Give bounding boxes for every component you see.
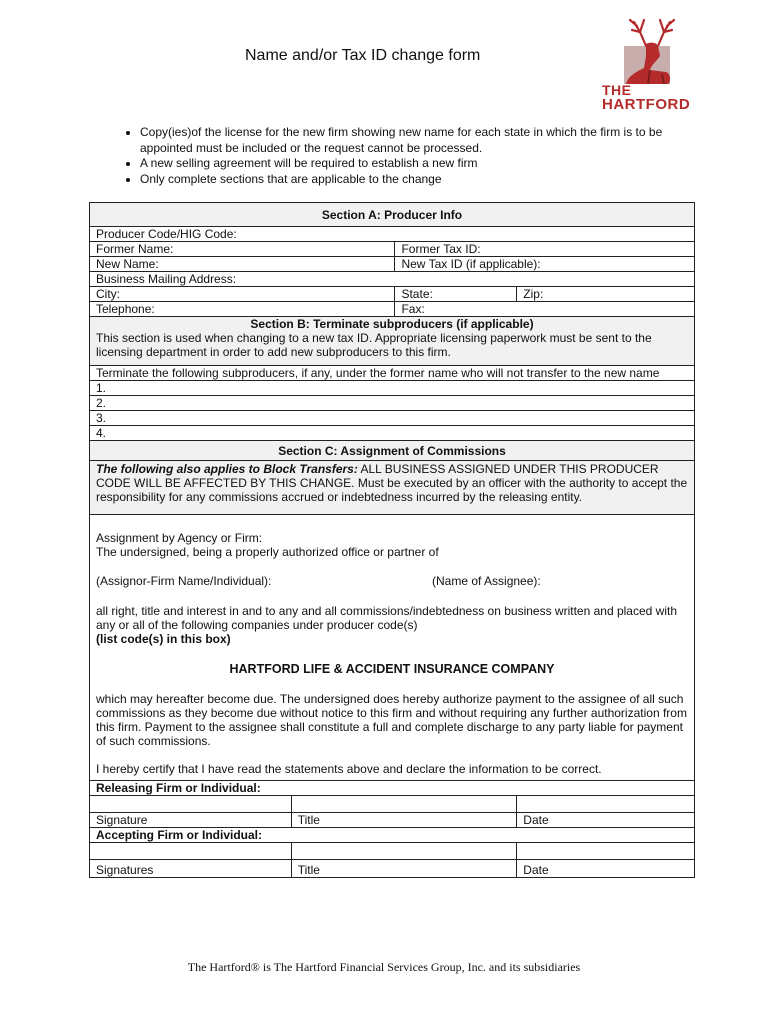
block-transfer-notice	[90, 461, 695, 515]
producer-code-field[interactable]: Producer Code/HIG Code:	[90, 227, 695, 242]
accepting-title-input[interactable]	[291, 843, 517, 860]
undersigned-text: The undersigned, being a properly authorized office or partner of	[96, 545, 439, 559]
list-item: • Copy(ies)of the license for the new firm showing new name for each state in which the firm is to be appointed must be included or the request cannot be processed.	[140, 125, 685, 156]
former-tax-id-field[interactable]: Former Tax ID:	[395, 242, 695, 257]
instruction-list	[112, 125, 685, 187]
releasing-signature-input[interactable]	[90, 796, 292, 813]
fax-field[interactable]: Fax:	[395, 302, 695, 317]
accepting-title-label: Title	[291, 860, 517, 878]
new-tax-id-field[interactable]: New Tax ID (if applicable):	[395, 257, 695, 272]
former-name-field[interactable]: Former Name:	[90, 242, 395, 257]
rights-text: all right, title and interest in and to any and all commissions/indebtedness on business written and placed with any or all of the following companies under producer code(s)	[96, 604, 677, 632]
releasing-title-input[interactable]	[291, 796, 517, 813]
releasing-heading: Releasing Firm or Individual:	[90, 781, 695, 796]
footer-text: The Hartford® is The Hartford Financial Services Group, Inc. and its subsidiaries	[187, 960, 581, 974]
section-b-block	[90, 317, 695, 366]
subproducer-line-3[interactable]: 3.	[90, 411, 695, 426]
subproducer-line-2[interactable]: 2.	[90, 396, 695, 411]
accepting-heading: Accepting Firm or Individual:	[90, 828, 695, 843]
list-item: • A new selling agreement will be required to establish a new firm	[140, 156, 685, 172]
assignee-field[interactable]: (Name of Assignee):	[432, 574, 541, 588]
block-transfer-text: ALL BUSINESS ASSIGNED UNDER THIS PRODUCER CODE WILL BE AFFECTED BY THIS CHANGE. Must be executed by an officer with the authority to accept the responsibility for any commissions accrued or indebtedness incurred by the releasing entity.	[96, 462, 688, 504]
accepting-date-label: Date	[517, 860, 695, 878]
logo-name: HARTFORD	[602, 96, 691, 113]
releasing-title-label: Title	[291, 813, 517, 828]
page-title: Name and/or Tax ID change form	[245, 47, 481, 64]
block-transfer-lead: The following also applies to Block Transfers:	[96, 462, 358, 476]
accepting-signature-label: Signatures	[90, 860, 292, 878]
terminate-instruction: Terminate the following subproducers, if any, under the former name who will not transfer to the new name	[90, 366, 695, 381]
zip-field[interactable]: Zip:	[517, 287, 695, 302]
telephone-field[interactable]: Telephone:	[90, 302, 395, 317]
state-field[interactable]: State:	[395, 287, 517, 302]
section-b-description: This section is used when changing to a new tax ID. Appropriate licensing paperwork must be sent to the licensing department in order to add new subproducers to this firm.	[96, 331, 652, 359]
list-codes-label[interactable]: (list code(s) in this box)	[96, 632, 231, 646]
list-item: • Only complete sections that are applicable to the change	[140, 172, 685, 188]
assignment-label: Assignment by Agency or Firm:	[96, 531, 263, 545]
section-c-heading: Section C: Assignment of Commissions	[90, 441, 695, 461]
mailing-address-field[interactable]: Business Mailing Address:	[90, 272, 695, 287]
section-b-heading: Section B: Terminate subproducers (if applicable)	[250, 317, 534, 331]
city-field[interactable]: City:	[90, 287, 395, 302]
certify-text: I hereby certify that I have read the statements above and declare the information to be correct.	[96, 762, 602, 776]
releasing-signature-label: Signature	[90, 813, 292, 828]
assignor-line	[96, 574, 688, 588]
subproducer-line-1[interactable]: 1.	[90, 381, 695, 396]
accepting-signature-input[interactable]	[90, 843, 292, 860]
subproducer-line-4[interactable]: 4.	[90, 426, 695, 441]
new-name-field[interactable]: New Name:	[90, 257, 395, 272]
section-a-heading: Section A: Producer Info	[90, 203, 695, 227]
authorize-text: which may hereafter become due. The undersigned does hereby authorize payment to the assignee of all such commissions as they become due without notice to this firm and without requiring any further authorization from this firm. Payment to the assignee shall constitute a full and complete discharge to any party liable for payment of such commissions.	[96, 692, 687, 748]
change-form-table	[89, 202, 695, 878]
logo-the: THE	[602, 82, 632, 98]
company-name: HARTFORD LIFE & ACCIDENT INSURANCE COMPANY	[229, 662, 555, 676]
releasing-date-input[interactable]	[517, 796, 695, 813]
releasing-date-label: Date	[517, 813, 695, 828]
accepting-date-input[interactable]	[517, 843, 695, 860]
assignment-block	[90, 515, 695, 781]
assignor-field[interactable]: (Assignor-Firm Name/Individual):	[96, 574, 272, 588]
